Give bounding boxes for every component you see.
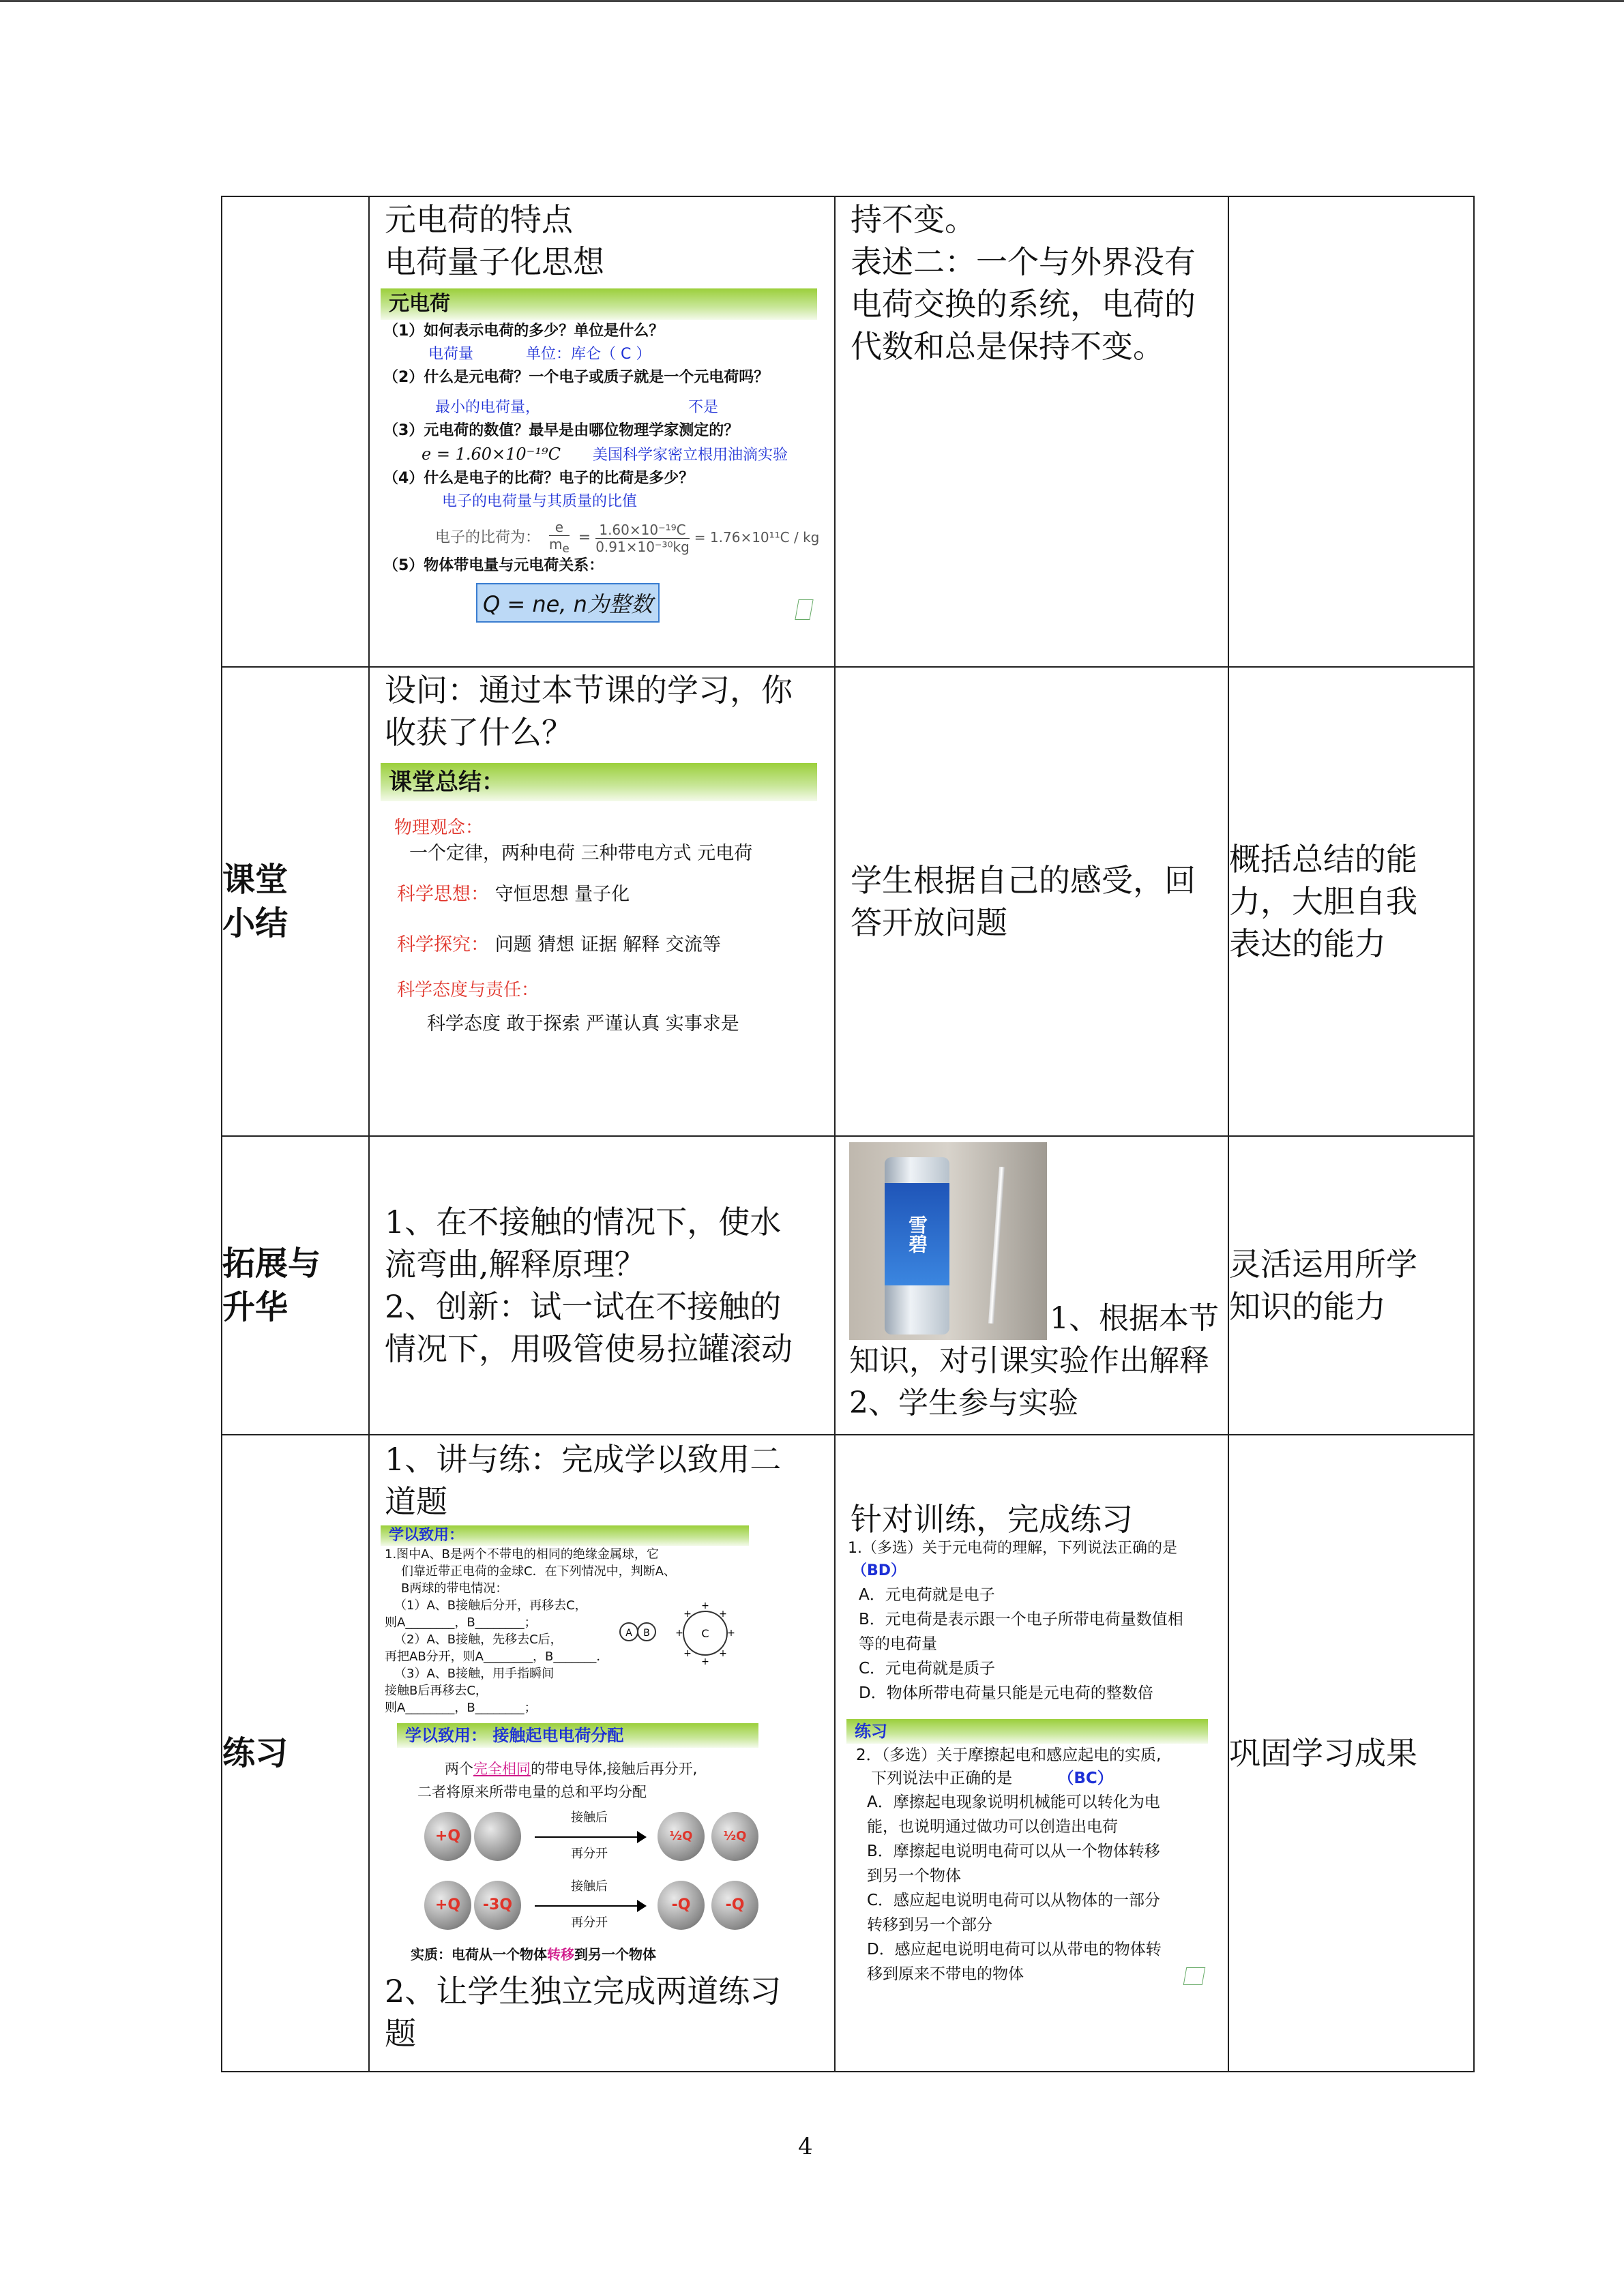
text-line: 情况下，用吸管使易拉罐滚动 xyxy=(385,1330,793,1367)
slide-q3: （3）元电荷的数值？最早是由哪位物理学家测定的？ xyxy=(383,422,739,439)
goal-cell xyxy=(1228,667,1474,1136)
slide-a2a: 最小的电荷量， xyxy=(435,399,541,416)
arrow-label-bottom: 再分开 xyxy=(571,1915,608,1930)
exercise-option: 能，也说明通过做功可以创造出电荷 xyxy=(867,1818,1118,1836)
slide-class-summary xyxy=(381,763,817,1036)
practice-line: 们靠近带正电荷的金球C．在下列情况中，判断A、 xyxy=(401,1564,676,1579)
text-line: 1、在不接触的情况下，使水 xyxy=(385,1204,782,1240)
text-line: 2、创新：试一试在不接触的 xyxy=(385,1288,782,1325)
text-line: 知识的能力 xyxy=(1229,1288,1386,1325)
slide-title: 学以致用： 接触起电电荷分配 xyxy=(397,1723,758,1748)
text-line: 流弯曲,解释原理？ xyxy=(385,1246,646,1283)
text-line: 电荷量子化思想 xyxy=(385,243,604,280)
slide-title: 元电荷 xyxy=(381,288,817,320)
slide-q4: （4）什么是电子的比荷？电子的比荷是多少？ xyxy=(383,470,694,487)
exercise-option: D．感应起电说明电荷可以从带电的物体转 xyxy=(867,1941,1162,1958)
arrow-label-bottom: 再分开 xyxy=(571,1847,608,1861)
slide-practice-2 xyxy=(397,1723,758,1966)
text-line: 灵活运用所学 xyxy=(1229,1246,1417,1283)
slide-a3a: e = 1.60×10⁻¹⁹C xyxy=(422,445,561,464)
text-line: 概括总结的能 xyxy=(1229,841,1417,878)
summary-label-3: 科学探究： xyxy=(397,934,489,955)
svg-text:+: + xyxy=(701,1600,709,1611)
charge-sphere: ½Q xyxy=(658,1812,705,1861)
activity-cell xyxy=(835,196,1228,667)
section-cell xyxy=(222,667,369,1136)
section-cell xyxy=(222,1136,369,1435)
page-number: 4 xyxy=(798,2133,813,2160)
practice-line: 再把AB分开，则A________，B_______． xyxy=(385,1650,609,1664)
practice-line: 1.图中A、B是两个不带电的相同的绝缘金属球，它 xyxy=(385,1547,659,1562)
exercise-option: 到另一个物体 xyxy=(867,1867,961,1885)
charge-sphere xyxy=(474,1812,521,1861)
goal-cell-empty xyxy=(1228,196,1474,667)
summary-label-1: 物理观念： xyxy=(394,818,484,838)
section-cell xyxy=(222,1435,369,2072)
text-line: 答开放问题 xyxy=(851,904,1007,941)
practice-line: B两球的带电情况： xyxy=(401,1581,508,1596)
summary-line-3: 问题 猜想 证据 解释 交流等 xyxy=(494,934,721,955)
exercise-option: 转移到另一个部分 xyxy=(867,1916,992,1934)
slide-a2b: 不是 xyxy=(688,399,719,416)
section-label: 课堂 xyxy=(222,861,289,899)
text-line: 1、根据本节 xyxy=(1050,1301,1219,1336)
svg-text:+: + xyxy=(675,1628,683,1639)
text-line: 2、让学生独立完成两道练习 xyxy=(385,1973,782,2010)
exercise-1 xyxy=(836,1538,1228,1705)
exercise-1-stem: 1.（多选）关于元电荷的理解，下列说法正确的是 xyxy=(848,1540,1177,1557)
slide2-footer-post: 到另一个物体 xyxy=(574,1946,656,1963)
charge-sphere: ½Q xyxy=(711,1812,758,1861)
text-line: 题 xyxy=(385,2015,416,2052)
text-line: 持不变。 xyxy=(851,201,976,238)
practice-line: 接触B后再移去C， xyxy=(385,1684,488,1698)
exercise-2-answer: （BC） xyxy=(1058,1770,1113,1787)
text-line: 电荷交换的系统，电荷的 xyxy=(851,286,1196,323)
row-extension xyxy=(222,1136,1474,1435)
exercise-option: B．元电荷是表示跟一个电子所带电荷量数值相 xyxy=(859,1611,1183,1628)
section-label: 升华 xyxy=(222,1288,289,1326)
row-summary xyxy=(222,667,1474,1136)
text-line: 代数和总是保持不变。 xyxy=(851,328,1164,365)
summary-line-4: 科学态度 敢于探索 严谨认真 实事求是 xyxy=(427,1013,739,1034)
exercise-option: A．元电荷就是电子 xyxy=(859,1586,995,1604)
slide-q5: （5）物体带电量与元电荷关系： xyxy=(383,557,604,574)
can-and-straw-photo: 雪碧 xyxy=(849,1142,1047,1340)
text-line: 力，大胆自我 xyxy=(1229,883,1417,920)
row-practice xyxy=(222,1435,1474,2072)
slide2-line1-post: 的带电导体,接触后再分开, xyxy=(531,1761,698,1777)
slide-a3b: 美国科学家密立根用油滴实验 xyxy=(592,447,788,464)
goal-cell xyxy=(1228,1136,1474,1435)
slide-a4: 电子的电荷量与其质量的比值 xyxy=(442,493,638,510)
arrow-icon xyxy=(535,1905,644,1907)
exercise-1-answer: （BD） xyxy=(852,1562,906,1579)
text-line: 2、学生参与实验 xyxy=(849,1386,1078,1420)
text-line: 针对训练，完成练习 xyxy=(851,1501,1133,1538)
activity-cell xyxy=(835,1435,1228,2072)
slide-title: 课堂总结： xyxy=(381,763,817,801)
slide-ratio-label: 电子的比荷为： xyxy=(435,529,541,546)
practice-line: （1）A、B接触后分开，再移去C， xyxy=(394,1598,587,1613)
section-label: 小结 xyxy=(222,904,289,942)
slide2-line1-highlight: 完全相同 xyxy=(473,1761,531,1777)
ratio-denominator: 0.91×10⁻³⁰kg xyxy=(595,538,690,555)
section-label: 练习 xyxy=(222,1734,289,1772)
svg-text:A: A xyxy=(625,1628,632,1639)
charge-sphere: +Q xyxy=(424,1881,471,1930)
svg-text:+: + xyxy=(719,1648,727,1659)
summary-line-2: 守恒思想 量子化 xyxy=(494,884,630,905)
text-line: 元电荷的特点 xyxy=(385,201,573,238)
exercise-option: B．摩擦起电说明电荷可以从一个物体转移 xyxy=(867,1843,1160,1860)
slide-a1b: 单位：库仑（ C ） xyxy=(526,346,651,363)
svg-text:+: + xyxy=(683,1648,692,1659)
text-line: 学生根据自己的感受，回 xyxy=(851,862,1196,899)
exercise-2-stem2: 下列说法中正确的是 xyxy=(871,1770,1012,1787)
section-cell-empty xyxy=(222,196,369,667)
svg-text:+: + xyxy=(683,1609,692,1620)
exercise-2-bar: 练习 xyxy=(846,1719,1208,1744)
exercise-option: C．感应起电说明电荷可以从物体的一部分 xyxy=(867,1892,1161,1909)
svg-text:B: B xyxy=(643,1628,650,1639)
summary-label-2: 科学思想： xyxy=(397,884,489,905)
lesson-table xyxy=(221,196,1475,2072)
text-line: 巩固学习成果 xyxy=(1229,1735,1417,1772)
slide2-line1-pre: 两个 xyxy=(445,1761,473,1777)
content-cell xyxy=(369,1136,835,1435)
charge-sphere: +Q xyxy=(424,1812,471,1861)
content-cell xyxy=(369,667,835,1136)
svg-text:+: + xyxy=(719,1609,727,1620)
svg-text:+: + xyxy=(727,1628,735,1639)
text-line: 表达的能力 xyxy=(1229,925,1386,962)
exercise-option: 等的电荷量 xyxy=(859,1635,937,1653)
charge-sphere: -Q xyxy=(711,1881,758,1930)
ratio-result: = 1.76×10¹¹C / kg xyxy=(694,529,820,546)
text-line: 设问：通过本节课的学习，你 xyxy=(385,672,793,709)
section-label: 拓展与 xyxy=(222,1244,321,1283)
content-cell xyxy=(369,196,835,667)
text-line: 1、讲与练：完成学以致用二 xyxy=(385,1441,782,1478)
slide-a1a: 电荷量 xyxy=(428,346,474,363)
slide2-footer-highlight: 转移 xyxy=(547,1946,574,1963)
arrow-label-top: 接触后 xyxy=(571,1810,608,1825)
activity-cell xyxy=(835,667,1228,1136)
spheres-diagram xyxy=(612,1599,749,1667)
exercise-2 xyxy=(846,1719,1208,1986)
slide-corner-icon xyxy=(1183,1967,1206,1985)
slide-q1: （1）如何表示电荷的多少？单位是什么？ xyxy=(383,323,664,340)
svg-text:+: + xyxy=(701,1656,709,1667)
charge-sphere: -3Q xyxy=(474,1881,521,1930)
practice-line: （3）A、B接触，用手指瞬间 xyxy=(394,1667,555,1681)
arrow-icon xyxy=(535,1836,644,1838)
practice-line: 则A________，B________； xyxy=(385,1701,537,1715)
content-cell xyxy=(369,1435,835,2072)
charge-sphere: -Q xyxy=(658,1881,705,1930)
row-elementary-charge xyxy=(222,196,1474,667)
slide-title: 学以致用： xyxy=(381,1525,749,1546)
slide-elementary-charge: 元电荷 （1）如何表示电荷的多少？单位是什么？ 电荷量 单位：库仑（ C ） （2）什么是元电荷？一个电子或质子就是一个元电荷吗？ 最小的电荷量， 不是 （3）元电荷的数值？最早是由哪位物理学家测定的？ e = 1.60×10⁻¹⁹C 美国科学家密立根用油滴实验 （4）什么是电子的比荷？电子的比荷是多少？ 电子的电荷量与其质量的比值 电子的比荷为： $\frac{e}{m_e}$ = $\frac{\text{1.60×10⁻¹⁹C}}{\text{0.91×10⁻³⁰kg}}$ = 1.76×10¹¹C / kg （5）物体带电量与元电荷关系： Q = ne, n为整数 xyxy=(381,288,817,623)
text-line: 表述二：一个与外界没有 xyxy=(851,243,1196,280)
svg-text:C: C xyxy=(701,1627,709,1640)
exercise-option: 移到原来不带电的物体 xyxy=(867,1965,1024,1983)
exercise-2-stem: 2．（多选）关于摩擦起电和感应起电的实质, xyxy=(856,1746,1162,1764)
text-line: 收获了什么？ xyxy=(385,714,573,751)
slide2-footer-pre: 实质：电荷从一个物体 xyxy=(411,1946,547,1963)
top-border xyxy=(0,0,1624,2)
activity-cell xyxy=(835,1136,1228,1435)
text-line: 道题 xyxy=(385,1483,447,1520)
summary-label-4: 科学态度与责任： xyxy=(397,980,540,1000)
summary-line-1: 一个定律，两种电荷 三种带电方式 元电荷 xyxy=(409,843,753,864)
practice-line: （2）A、B接触，先移去C后， xyxy=(394,1632,563,1647)
exercise-option: A．摩擦起电现象说明机械能可以转化为电 xyxy=(867,1793,1160,1811)
arrow-label-top: 接触后 xyxy=(571,1879,608,1894)
exercise-option: C．元电荷就是质子 xyxy=(859,1660,996,1678)
text-line: 知识，对引课实验作出解释 xyxy=(849,1343,1209,1378)
goal-cell xyxy=(1228,1435,1474,2072)
formula-box: Q = ne, n为整数 xyxy=(476,583,660,623)
practice-line: 则A________，B________； xyxy=(385,1615,537,1630)
exercise-option: D．物体所带电荷量只能是元电荷的整数倍 xyxy=(859,1684,1153,1702)
slide-practice-1 xyxy=(381,1525,749,1716)
slide-q2: （2）什么是元电荷？一个电子或质子就是一个元电荷吗？ xyxy=(383,369,769,386)
ratio-numerator: 1.60×10⁻¹⁹C xyxy=(595,522,690,539)
slide2-line2: 二者将原来所带电量的总和平均分配 xyxy=(417,1784,647,1800)
